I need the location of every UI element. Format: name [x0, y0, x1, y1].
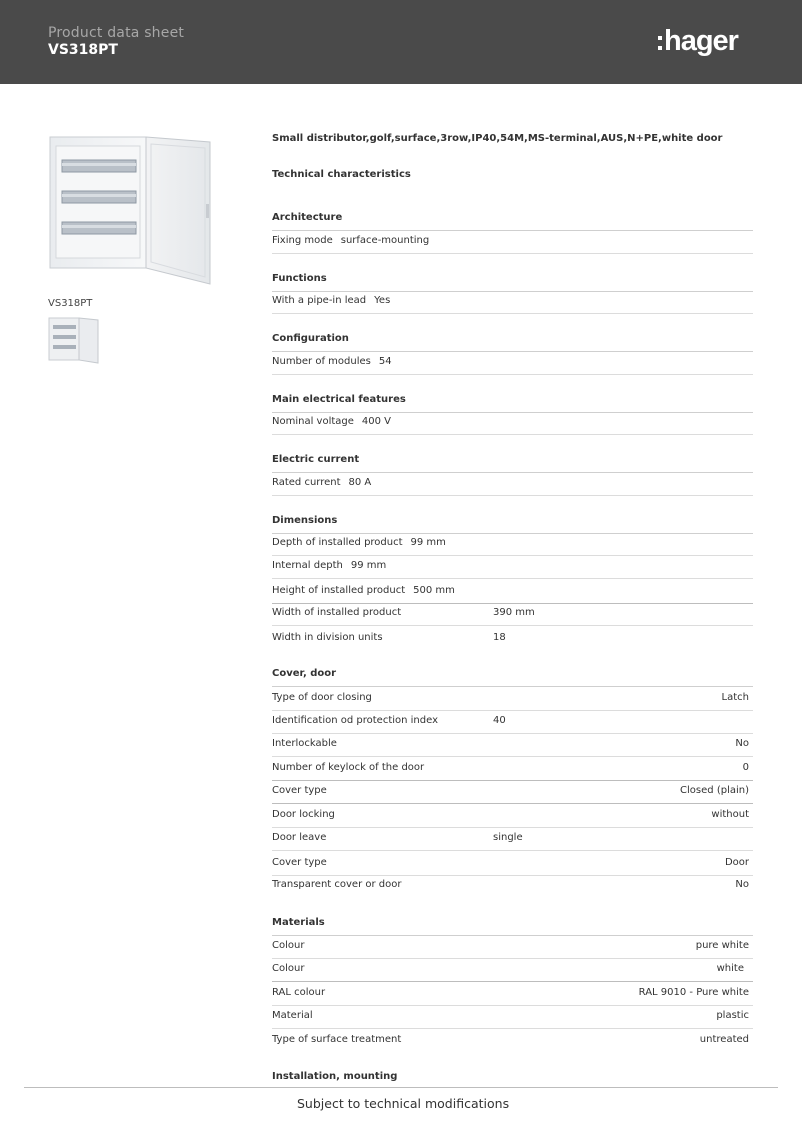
footer-divider	[24, 1087, 778, 1088]
spec-label: Material	[272, 1010, 313, 1021]
brand-logo	[658, 24, 738, 58]
section-heading-functions: Functions	[272, 273, 753, 292]
spec-label: With a pipe-in lead	[272, 295, 367, 306]
spec-value: pure white	[695, 940, 749, 951]
spec-value: 40	[493, 715, 506, 726]
spec-value: 80 A	[348, 477, 372, 488]
spec-label: Cover type	[272, 785, 327, 796]
spec-row	[272, 607, 753, 626]
spec-label: Door locking	[272, 809, 335, 820]
spec-value: 18	[493, 632, 506, 643]
spec-label: Type of door closing	[272, 692, 372, 703]
spec-label: Depth of installed product	[272, 537, 403, 548]
section-heading-dimensions: Dimensions	[272, 515, 753, 534]
document-type: Product data sheet	[48, 25, 185, 41]
spec-row	[272, 785, 753, 804]
spec-row	[272, 356, 753, 375]
spec-label: Fixing mode	[272, 235, 333, 246]
spec-row	[272, 295, 753, 314]
spec-row	[272, 987, 753, 1006]
spec-value: 400 V	[361, 416, 392, 427]
spec-row	[272, 537, 753, 556]
spec-row	[272, 715, 753, 734]
product-code: VS318PT	[48, 42, 118, 58]
section-subtitle: Technical characteristics	[272, 169, 411, 180]
spec-value: plastic	[716, 1010, 749, 1021]
spec-value: single	[493, 832, 523, 843]
spec-value: 390 mm	[493, 607, 535, 618]
section-heading-configuration: Configuration	[272, 333, 753, 352]
spec-label: Colour	[272, 963, 305, 974]
spec-value: Closed (plain)	[680, 785, 749, 796]
spec-row	[272, 632, 753, 650]
logo-dots-icon	[658, 36, 662, 50]
product-thumbnail[interactable]	[48, 316, 100, 364]
section-heading-main-electrical: Main electrical features	[272, 394, 753, 413]
section-heading-architecture: Architecture	[272, 212, 753, 231]
spec-value: 500 mm	[413, 585, 455, 596]
spec-label: Internal depth	[272, 560, 343, 571]
spec-value: 99 mm	[410, 537, 446, 548]
spec-label: Interlockable	[272, 738, 337, 749]
spec-label: Door leave	[272, 832, 327, 843]
spec-row	[272, 832, 753, 851]
section-heading-materials: Materials	[272, 917, 753, 936]
spec-value: 54	[378, 356, 392, 367]
product-title: Small distributor,golf,surface,3row,IP40,54M,MS-terminal,AUS,N+PE,white door	[272, 133, 723, 144]
spec-row	[272, 940, 753, 959]
spec-label: Width in division units	[272, 632, 383, 643]
spec-label: Colour	[272, 940, 305, 951]
spec-label: RAL colour	[272, 987, 326, 998]
spec-row	[272, 857, 753, 876]
spec-row	[272, 963, 753, 982]
spec-row	[272, 416, 753, 435]
section-heading-cover-door: Cover, door	[272, 668, 753, 687]
spec-label: Number of keylock of the door	[272, 762, 425, 773]
spec-label: Cover type	[272, 857, 327, 868]
footer-note: Subject to technical modifications	[297, 1096, 510, 1111]
spec-value: untreated	[699, 1034, 749, 1045]
spec-label: Transparent cover or door	[272, 879, 402, 890]
spec-value: 99 mm	[350, 560, 387, 571]
spec-row	[272, 585, 753, 604]
section-heading-installation: Installation, mounting	[272, 1071, 398, 1082]
spec-label: Type of surface treatment	[272, 1034, 402, 1045]
spec-row	[272, 1010, 753, 1029]
spec-row	[272, 1034, 753, 1052]
spec-label: Nominal voltage	[272, 416, 354, 427]
spec-value: No	[735, 738, 749, 749]
section-heading-electric-current: Electric current	[272, 454, 753, 473]
spec-value: 0	[742, 762, 749, 773]
spec-row	[272, 477, 753, 496]
spec-row	[272, 692, 753, 711]
spec-row	[272, 762, 753, 781]
spec-value: Door	[724, 857, 749, 868]
spec-label: Width of installed product	[272, 607, 402, 618]
product-image	[48, 134, 213, 288]
spec-row	[272, 560, 753, 579]
brand-name: hager	[664, 25, 738, 57]
spec-value: Yes	[374, 295, 391, 306]
spec-value: without	[711, 809, 749, 820]
spec-row	[272, 738, 753, 757]
spec-row	[272, 809, 753, 828]
spec-label: Height of installed product	[272, 585, 406, 596]
spec-row	[272, 235, 753, 254]
spec-label: Identification od protection index	[272, 715, 439, 726]
spec-value: No	[735, 879, 749, 890]
spec-label: Rated current	[272, 477, 341, 488]
spec-row	[272, 879, 753, 897]
spec-label: Number of modules	[272, 356, 371, 367]
spec-value: Latch	[721, 692, 749, 703]
spec-value: RAL 9010 - Pure white	[638, 987, 749, 998]
spec-value: surface-mounting	[340, 235, 430, 246]
spec-value: white	[716, 963, 744, 974]
image-caption: VS318PT	[48, 298, 93, 309]
header-bar	[0, 0, 802, 84]
